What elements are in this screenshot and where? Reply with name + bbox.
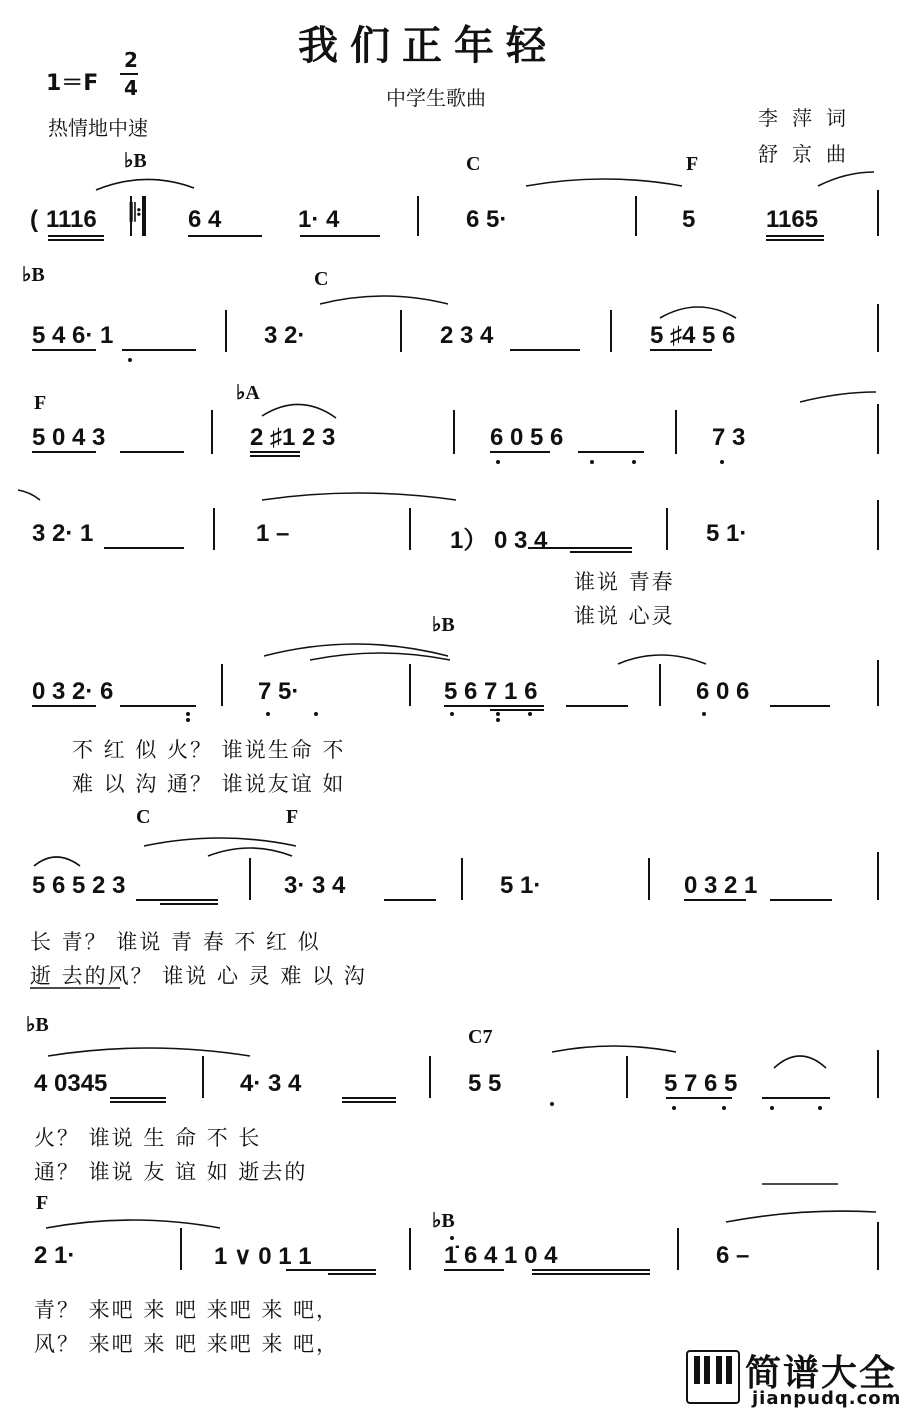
tempo-marking: 热情地中速 xyxy=(48,116,148,140)
note-group: 6 – xyxy=(716,1242,750,1269)
note-group: 5 ♯4 5 6 xyxy=(650,322,736,349)
lyric-line-1: 青？ 来吧 来 吧 来吧 来 吧， xyxy=(34,1298,340,1322)
bar-lines xyxy=(131,190,878,1270)
composer: 舒京曲 xyxy=(758,142,860,166)
chord-symbol: C7 xyxy=(468,1026,493,1048)
chord-symbol: C xyxy=(466,153,481,175)
lyric-line-1: 火？ 谁说 生 命 不 长 xyxy=(34,1126,262,1150)
note-group: 5 1· xyxy=(706,520,748,547)
chord-symbol: ♭B xyxy=(432,1210,455,1232)
watermark-url: jianpudq.com xyxy=(752,1388,902,1409)
note-group: 6 0 5 6 xyxy=(490,424,564,451)
chord-symbol: ♭B xyxy=(124,150,147,172)
lyric-line-1: 不 红 似 火？ 谁说生命 不 xyxy=(72,738,346,762)
lyric-line-2: 难 以 沟 通？ 谁说友谊 如 xyxy=(72,772,346,796)
lyric-underlines xyxy=(30,988,838,1184)
note-group: 7 3 xyxy=(712,424,746,451)
note-group: 2 1· xyxy=(34,1242,76,1269)
note-group: 5 6 7 1 6 xyxy=(444,678,538,705)
repeat-sign: 𝄆 xyxy=(130,200,142,227)
chord-symbol: F xyxy=(686,153,699,175)
note-group: 5 0 4 3 xyxy=(32,424,106,451)
chord-symbol: C xyxy=(136,806,151,828)
note-group: 1 – xyxy=(256,520,290,547)
chord-symbol: ♭B xyxy=(26,1014,49,1036)
note-group: 3· 3 4 xyxy=(284,872,346,899)
note-group: 0 3 2· 6 xyxy=(32,678,114,705)
chord-symbol: F xyxy=(36,1192,49,1214)
note-group: 1165 xyxy=(766,206,819,233)
lyric-line-2: 风？ 来吧 来 吧 来吧 来 吧， xyxy=(34,1332,340,1356)
chord-symbol: F xyxy=(34,392,47,414)
note-group: 5 6 5 2 3 xyxy=(32,872,126,899)
chord-symbol: ♭B xyxy=(22,264,45,286)
lyric-line-2: 逝 去的风？ 谁说 心 灵 难 以 沟 xyxy=(30,964,367,988)
note-group: 2 3 4 xyxy=(440,322,494,349)
piano-keys-icon xyxy=(688,1352,738,1402)
lyric-line-1: 谁说 青春 xyxy=(574,570,675,594)
note-group: 6 5· xyxy=(466,206,508,233)
note-group: 5 5 xyxy=(468,1070,502,1097)
time-signature-bottom: 4 xyxy=(124,76,138,100)
note-group: 5 7 6 5 xyxy=(664,1070,738,1097)
octave-dots xyxy=(128,358,822,1240)
time-signature-top: 2 xyxy=(124,48,138,72)
note-group: 1 ∨ 0 1 1 xyxy=(214,1243,312,1270)
note-group: 4 0345 xyxy=(34,1070,108,1097)
note-group: 3 2· 1 xyxy=(32,520,94,547)
note-group: 5 xyxy=(682,206,696,233)
lyricist: 李萍词 xyxy=(758,106,860,130)
lyric-line-1: 长 青？ 谁说 青 春 不 红 似 xyxy=(30,930,321,954)
note-group: 0 3 2 1 xyxy=(684,872,758,899)
beam-underlines xyxy=(32,236,832,1274)
note-group: 3 2· xyxy=(264,322,306,349)
chord-symbol: ♭A xyxy=(236,382,260,404)
note-group: 4· 3 4 xyxy=(240,1070,302,1097)
watermark-text: 简谱大全 xyxy=(745,1353,898,1394)
chord-symbol: C xyxy=(314,268,329,290)
lyric-line-2: 通？ 谁说 友 谊 如 逝去的 xyxy=(34,1160,308,1184)
note-group: 5 4 6· 1 xyxy=(32,322,114,349)
slurs xyxy=(18,172,876,1228)
chord-symbol: ♭B xyxy=(432,614,455,636)
note-group: 1̇ 6 4 1 0 4 xyxy=(444,1242,558,1269)
note-group: 2 ♯1 2 3 xyxy=(250,424,336,451)
note-group: 6 4 xyxy=(188,206,222,233)
note-group: 1） 0 3 4 xyxy=(450,527,548,554)
key-signature: 1＝F xyxy=(46,71,99,96)
note-group: ( xyxy=(30,206,38,233)
note-group: 7 5· xyxy=(258,678,300,705)
note-group: 1116 xyxy=(46,206,97,233)
note-group: 1· 4 xyxy=(298,206,340,233)
lyric-line-2: 谁说 心灵 xyxy=(574,604,675,628)
song-subtitle: 中学生歌曲 xyxy=(386,86,486,110)
song-title: 我们正年轻 xyxy=(298,22,558,69)
note-group: 6 0 6 xyxy=(696,678,750,705)
note-group: 5 1· xyxy=(500,872,542,899)
chord-symbol: F xyxy=(286,806,299,828)
piano-logo-icon xyxy=(686,1350,740,1404)
